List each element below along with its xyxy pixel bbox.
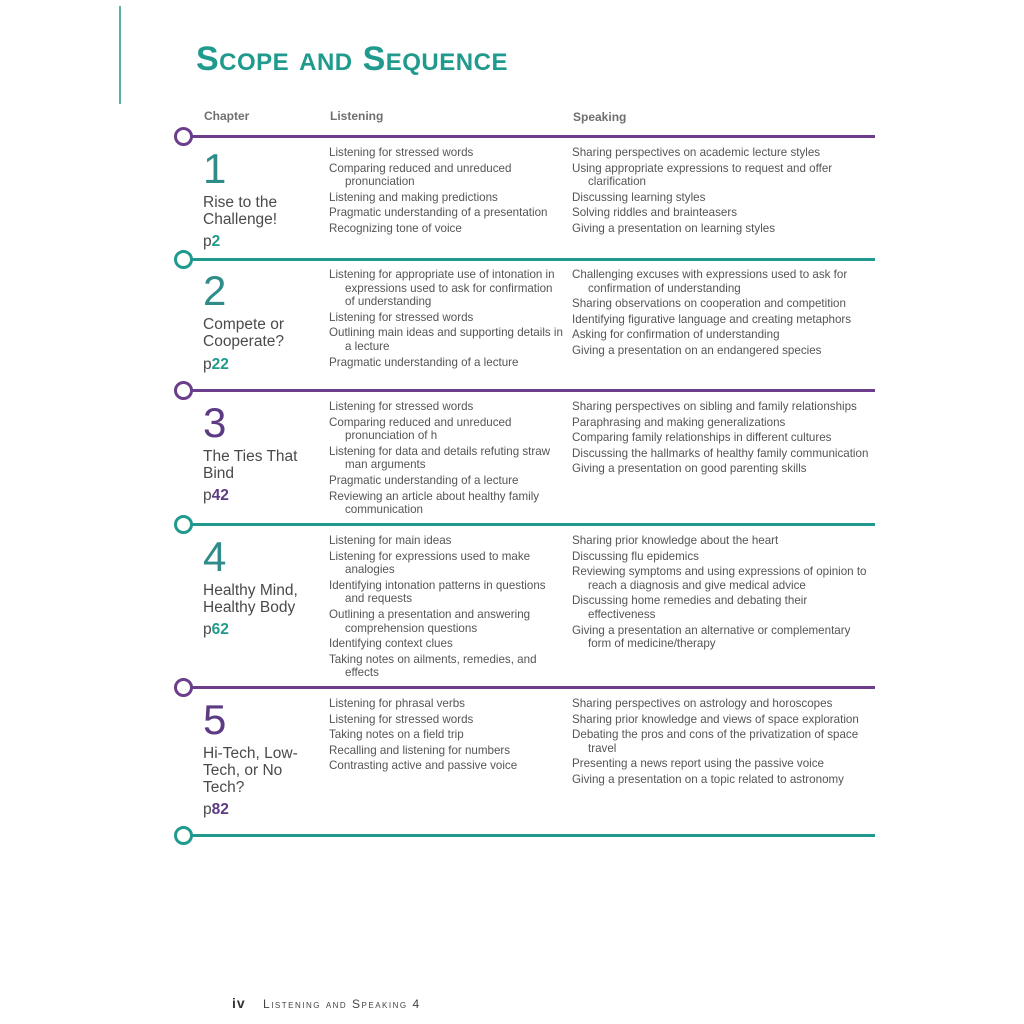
speaking-skill: Sharing prior knowledge about the heart [572, 534, 779, 547]
listening-skill: Recognizing tone of voice [329, 221, 462, 235]
speaking-skill: Challenging excuses with expressions used to ask for confirmation of understanding [572, 268, 848, 295]
chapter-2-page-ref [203, 356, 229, 374]
chapter-title: Rise to the Challenge! [203, 194, 278, 228]
listening-skill: Listening for stressed words [329, 310, 474, 324]
chapter-4-speaking-list [572, 534, 872, 653]
page-prefix: p [203, 621, 212, 638]
chapter-2-heading [203, 267, 319, 350]
chapter-number: 3 [203, 399, 227, 446]
page-prefix: p [203, 233, 212, 250]
column-header-chapter: Chapter [204, 109, 250, 123]
column-header-listening: Listening [330, 109, 384, 123]
page-footer [232, 995, 421, 1011]
divider-rule [192, 135, 875, 138]
chapter-title: The Ties That Bind [203, 448, 298, 482]
page-prefix: p [203, 356, 212, 373]
page-number: 2 [211, 233, 221, 250]
ring-icon [174, 678, 193, 697]
speaking-skill: Discussing the hallmarks of healthy family communication [572, 446, 869, 460]
chapter-2-speaking-list [572, 268, 872, 360]
divider-ring-line [174, 381, 875, 400]
listening-skill: Listening for appropriate use of intonation in expressions used to ask for confirmation of understanding [329, 268, 555, 309]
column-header-speaking: Speaking [573, 110, 627, 124]
speaking-skill: Identifying figurative language and creating metaphors [572, 312, 852, 326]
speaking-skill: Giving a presentation on an endangered species [572, 343, 822, 357]
listening-skill: Pragmatic understanding of a lecture [329, 473, 519, 487]
listening-skill: Listening for phrasal verbs [329, 697, 465, 710]
speaking-skill: Sharing perspectives on astrology and horoscopes [572, 697, 833, 710]
chapter-4-heading [203, 533, 319, 616]
listening-skill: Comparing reduced and unreduced pronunciation [329, 161, 512, 189]
chapter-number: 2 [203, 267, 227, 314]
listening-skill: Listening and making predictions [329, 190, 498, 204]
speaking-skill: Solving riddles and brainteasers [572, 206, 737, 220]
listening-skill: Reviewing an article about healthy family communication [329, 489, 540, 517]
speaking-skill: Paraphrasing and making generalizations [572, 415, 786, 429]
chapter-number: 4 [203, 533, 227, 580]
listening-skill: Listening for data and details refuting straw man arguments [329, 444, 551, 472]
speaking-skill: Presenting a news report using the passive voice [572, 757, 824, 771]
listening-skill: Pragmatic understanding of a lecture [329, 355, 519, 369]
page-prefix: p [203, 801, 212, 818]
page-folio: iv [232, 995, 246, 1011]
chapter-5-heading [203, 696, 319, 796]
speaking-skill: Sharing perspectives on academic lecture styles [572, 146, 821, 159]
page-number: 42 [211, 487, 229, 504]
listening-skill: Listening for stressed words [329, 712, 474, 726]
listening-skill: Taking notes on ailments, remedies, and effects [329, 652, 537, 680]
chapter-number: 5 [203, 696, 227, 743]
divider-rule [192, 258, 875, 261]
speaking-skill: Discussing home remedies and debating their effectiveness [572, 594, 808, 621]
divider-ring-line [174, 127, 875, 146]
listening-skill: Pragmatic understanding of a presentation [329, 206, 548, 220]
chapter-3-speaking-list [572, 400, 872, 478]
listening-skill: Listening for expressions used to make analogies [329, 549, 531, 577]
chapter-title: Compete or Cooperate? [203, 316, 285, 350]
page-number: 62 [211, 621, 229, 638]
listening-skill: Listening for stressed words [329, 400, 474, 413]
chapter-3-page-ref [203, 487, 229, 505]
speaking-skill: Giving a presentation an alternative or complementary form of medicine/therapy [572, 623, 851, 651]
speaking-skill: Debating the pros and cons of the privatization of space travel [572, 728, 859, 755]
chapter-5-speaking-list [572, 697, 872, 789]
page-number: 82 [211, 801, 229, 818]
listening-skill: Outlining a presentation and answering comprehension questions [329, 607, 531, 635]
listening-skill: Outlining main ideas and supporting details in a lecture [329, 326, 563, 353]
ring-icon [174, 381, 193, 400]
chapter-title: Healthy Mind, Healthy Body [203, 582, 298, 616]
speaking-skill: Discussing flu epidemics [572, 549, 699, 563]
chapter-5-page-ref [203, 801, 229, 819]
speaking-skill: Giving a presentation on learning styles [572, 221, 776, 235]
speaking-skill: Using appropriate expressions to request and offer clarification [572, 161, 833, 189]
listening-skill: Contrasting active and passive voice [329, 759, 518, 773]
listening-skill: Listening for main ideas [329, 534, 452, 547]
speaking-skill: Giving a presentation on a topic related to astronomy [572, 772, 844, 786]
chapter-3-listening-list [329, 400, 565, 519]
speaking-skill: Giving a presentation on good parenting skills [572, 462, 807, 476]
listening-skill: Identifying context clues [329, 637, 453, 651]
speaking-skill: Sharing prior knowledge and views of space exploration [572, 712, 859, 726]
divider-ring-line [174, 250, 875, 269]
chapter-1-speaking-list [572, 146, 872, 238]
listening-skill: Comparing reduced and unreduced pronunciation of h [329, 415, 512, 443]
speaking-skill: Sharing observations on cooperation and competition [572, 297, 846, 311]
page-number: 22 [211, 356, 229, 373]
chapter-4-listening-list [329, 534, 565, 682]
listening-skill: Listening for stressed words [329, 146, 474, 159]
speaking-skill: Reviewing symptoms and using expressions of opinion to reach a diagnosis and give medical advice [572, 565, 867, 592]
listening-skill: Taking notes on a field trip [329, 728, 464, 742]
chapter-2-listening-list [329, 268, 565, 371]
speaking-skill: Asking for confirmation of understanding [572, 328, 780, 342]
divider-rule [192, 686, 875, 689]
speaking-skill: Comparing family relationships in different cultures [572, 431, 832, 445]
ring-icon [174, 826, 193, 845]
speaking-skill: Discussing learning styles [572, 190, 706, 204]
listening-skill: Recalling and listening for numbers [329, 743, 511, 757]
chapter-5-listening-list [329, 697, 565, 775]
ring-icon [174, 250, 193, 269]
listening-skill: Identifying intonation patterns in questions and requests [329, 578, 546, 606]
divider-rule [192, 834, 875, 837]
chapter-1-listening-list [329, 146, 565, 238]
page-title: Scope and Sequence [196, 40, 508, 78]
chapter-4-page-ref [203, 621, 229, 639]
chapter-1-page-ref [203, 233, 220, 251]
ring-icon [174, 127, 193, 146]
chapter-1-heading [203, 145, 319, 228]
binding-edge-line [119, 6, 121, 104]
speaking-skill: Sharing perspectives on sibling and family relationships [572, 400, 857, 413]
chapter-title: Hi-Tech, Low-Tech, or No Tech? [203, 745, 298, 796]
book-title: Listening and Speaking 4 [263, 997, 421, 1011]
page-prefix: p [203, 487, 212, 504]
chapter-number: 1 [203, 145, 227, 192]
divider-ring-line [174, 826, 875, 845]
divider-rule [192, 523, 875, 526]
ring-icon [174, 515, 193, 534]
divider-rule [192, 389, 875, 392]
chapter-3-heading [203, 399, 319, 482]
